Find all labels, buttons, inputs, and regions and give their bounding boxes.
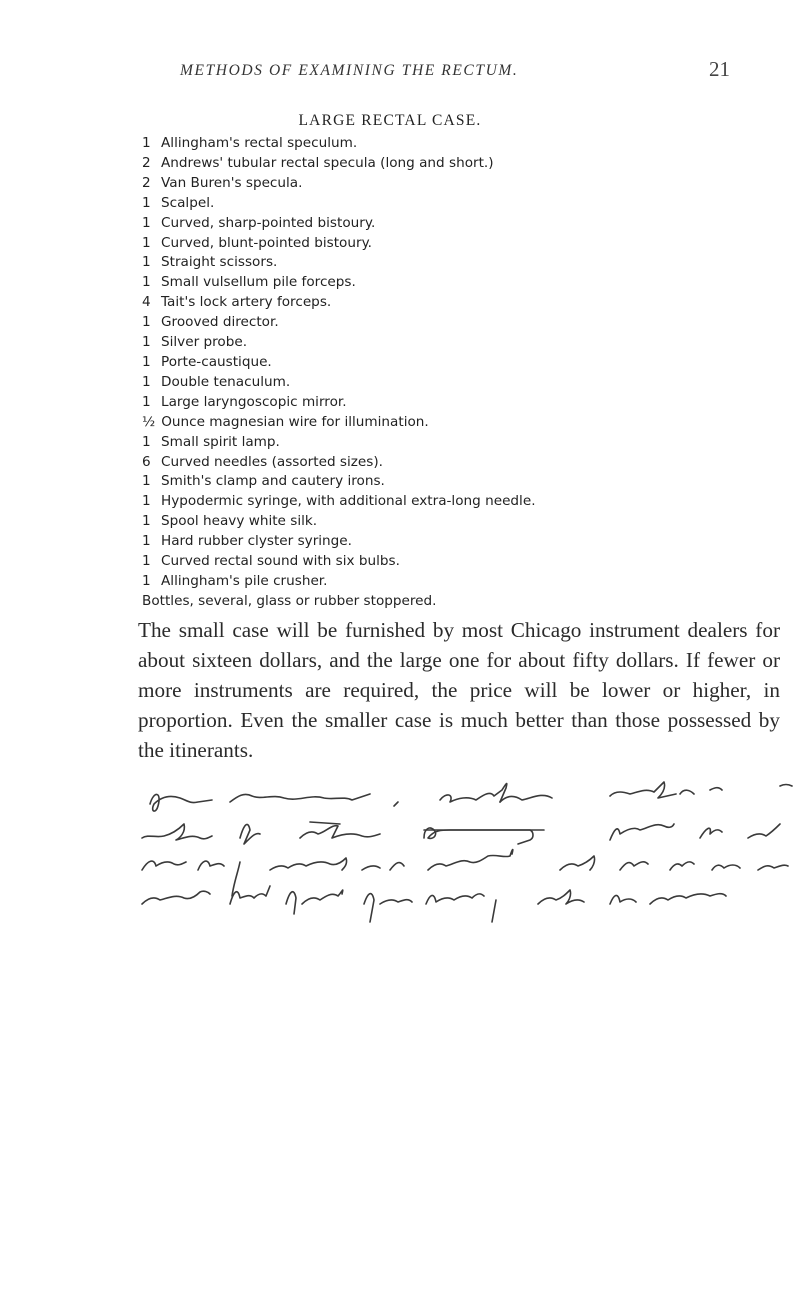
list-item: [142, 134, 782, 154]
item-quantity: 1: [142, 572, 151, 589]
item-text: Andrews' tubular rectal specula (long and short.): [161, 154, 494, 171]
list-item: [142, 353, 782, 373]
item-text: Smith's clamp and cautery irons.: [161, 473, 385, 490]
item-quantity: 1: [142, 473, 151, 490]
list-item: [142, 333, 782, 353]
list-item: [142, 453, 782, 473]
item-text: Curved, blunt-pointed bistoury.: [161, 234, 372, 251]
list-item: [142, 492, 782, 512]
item-text: Grooved director.: [161, 314, 279, 331]
item-text: Scalpel.: [161, 194, 215, 211]
item-quantity: 1: [142, 433, 151, 450]
item-text: Large laryngoscopic mirror.: [161, 393, 347, 410]
item-text: Spool heavy white silk.: [161, 513, 318, 530]
item-quantity: 1: [142, 334, 151, 351]
list-item: [142, 552, 782, 572]
section-heading: LARGE RECTAL CASE.: [298, 112, 482, 129]
list-item: [142, 253, 782, 273]
item-text: Allingham's rectal speculum.: [161, 135, 358, 151]
item-quantity: 1: [142, 513, 151, 530]
item-quantity: 1: [142, 314, 151, 331]
item-text: Curved, sharp-pointed bistoury.: [161, 214, 376, 231]
item-quantity: 1: [142, 194, 151, 211]
item-quantity: 1: [142, 254, 151, 271]
item-text: Straight scissors.: [161, 254, 278, 271]
body-paragraph: The small case will be furnished by most Chicago instrument dealers for about sixteen dollars, and the large one for about fifty dollars. If fewer or more instruments are required, the price will be lower or higher, in proportion. Even the smaller case is much better than those possessed by the itinerants.: [138, 618, 780, 762]
list-item: [142, 532, 782, 552]
item-quantity: ½: [142, 413, 156, 430]
item-text: Ounce magnesian wire for illumination.: [161, 413, 429, 430]
item-quantity: 2: [142, 154, 151, 171]
handwritten-annotation: [140, 780, 800, 930]
item-quantity: 1: [142, 533, 151, 550]
list-item: [142, 393, 782, 413]
item-text: Silver probe.: [161, 334, 248, 351]
list-item: [142, 174, 782, 194]
item-quantity: 1: [142, 214, 151, 231]
item-quantity: 6: [142, 453, 151, 470]
list-item: [142, 293, 782, 313]
item-quantity: 1: [142, 373, 151, 390]
list-item: [142, 234, 782, 254]
instrument-list: [142, 134, 782, 612]
list-item: [142, 154, 782, 174]
item-quantity: 1: [142, 274, 151, 291]
page-number: 21: [709, 57, 730, 81]
item-text: Van Buren's specula.: [161, 174, 303, 191]
list-item: [142, 194, 782, 214]
item-quantity: 1: [142, 353, 151, 370]
handwriting-scribble-image: [140, 780, 800, 930]
item-quantity: 1: [142, 493, 151, 510]
item-text: Small spirit lamp.: [161, 433, 280, 450]
list-item: [142, 214, 782, 234]
item-quantity: 1: [142, 553, 151, 570]
list-item: [142, 373, 782, 393]
list-item: [142, 472, 782, 492]
item-quantity: 2: [142, 174, 151, 191]
item-quantity: 1: [142, 135, 151, 151]
item-text: Small vulsellum pile forceps.: [161, 274, 356, 291]
list-item: [142, 413, 782, 433]
list-item: [142, 433, 782, 453]
item-text: Curved needles (assorted sizes).: [161, 453, 383, 470]
item-text: Porte-caustique.: [161, 353, 272, 370]
item-quantity: 1: [142, 393, 151, 410]
list-item: [142, 313, 782, 333]
item-text: Hypodermic syringe, with additional extra-long needle.: [161, 493, 536, 510]
list-item: [142, 512, 782, 532]
item-quantity: 1: [142, 234, 151, 251]
item-text: Curved rectal sound with six bulbs.: [161, 553, 400, 570]
item-text: Bottles, several, glass or rubber stoppered.: [142, 592, 437, 609]
list-item: [142, 572, 782, 592]
item-text: Tait's lock artery forceps.: [161, 294, 332, 311]
item-text: Double tenaculum.: [161, 373, 291, 390]
running-head-title: METHODS OF EXAMINING THE RECTUM.: [180, 62, 519, 79]
item-text: Hard rubber clyster syringe.: [161, 533, 352, 550]
item-quantity: 4: [142, 294, 151, 311]
list-item: [142, 592, 782, 612]
item-text: Allingham's pile crusher.: [161, 572, 328, 589]
list-item: [142, 273, 782, 293]
